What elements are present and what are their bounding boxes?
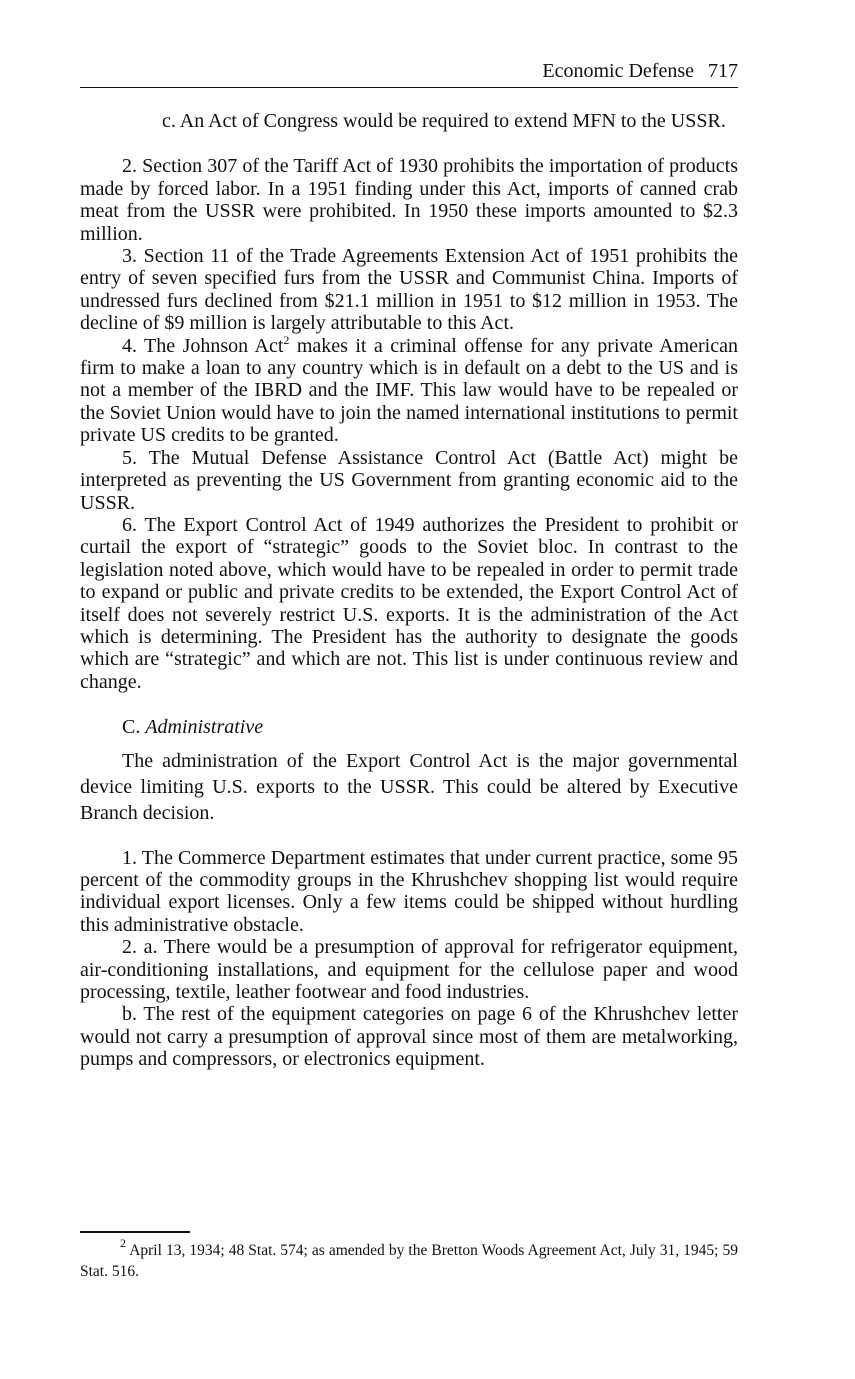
section-heading (80, 716, 738, 738)
admin-paragraph-2a: 2. a. There would be a presumption of approval for refrigerator equipment, air-conditioning installations, and equipment for the cellulose paper and wood processing, textile, leather footwear and food industries. (80, 936, 738, 1003)
footnote-rule (80, 1231, 190, 1233)
paragraph-c: c. An Act of Congress would be required to extend MFN to the USSR. (162, 110, 726, 132)
admin-paragraph-1: 1. The Commerce Department estimates that under current practice, some 95 percent of the commodity groups in the Khrushchev shopping list would require individual export licenses. Only a few items could be shipped without hurdling this administrative obstacle. (80, 846, 738, 936)
section-title: Administrative (145, 716, 264, 739)
paragraph-4-start: 4. The Johnson Act (122, 334, 284, 357)
body-text (80, 110, 738, 1071)
section-letter: C. (122, 716, 141, 739)
document-page (80, 60, 738, 1071)
section-intro: The administration of the Export Control Act is the major governmental device limiting U.S. exports to the USSR. This could be altered by Executive Branch decision. (80, 749, 738, 824)
running-header (80, 60, 738, 88)
footnote-text: April 13, 1934; 48 Stat. 574; as amended by the Bretton Woods Agreement Act, July 31, 1945; 59 Stat. 516. (80, 1242, 738, 1280)
footnote-reference: 2 (283, 332, 290, 347)
page-number: 717 (708, 60, 738, 82)
paragraph-2: 2. Section 307 of the Tariff Act of 1930 prohibits the importation of products made by forced labor. In a 1951 finding under this Act, imports of canned crab meat from the USSR were prohibited. In 1950 these imports amounted to $2.3 million. (80, 155, 738, 245)
paragraph-4-rest: makes it a criminal offense for any private American firm to make a loan to any country which is in default on a debt to the US and is not a member of the IBRD and the IMF. This law would have to be repealed or the Soviet Union would have to join the named international institutions to permit private US credits to be granted. (80, 334, 738, 447)
paragraph-4 (80, 332, 738, 447)
admin-paragraph-2b: b. The rest of the equipment categories on page 6 of the Khrushchev letter would not carry a presumption of approval since most of them are metalworking, pumps and compressors, or electronics equipment. (80, 1003, 738, 1071)
paragraph-5: 5. The Mutual Defense Assistance Control Act (Battle Act) might be interpreted as preventing the US Government from granting economic aid to the USSR. (80, 446, 738, 514)
footnote (80, 1236, 738, 1282)
paragraph-3: 3. Section 11 of the Trade Agreements Extension Act of 1951 prohibits the entry of seven specified furs from the USSR and Communist China. Imports of undressed furs declined from $21.1 million in 1951 to $12 million in 1953. The decline of $9 million is largely attributable to this Act. (80, 245, 738, 335)
header-title: Economic Defense (542, 60, 694, 82)
footnote-marker: 2 (120, 1236, 126, 1250)
paragraph-6: 6. The Export Control Act of 1949 authorizes the President to prohibit or curtail the export of “strategic” goods to the Soviet bloc. In contrast to the legislation noted above, which would have to be repealed in order to permit trade to expand or public and private credits to be extended, the Export Control Act of itself does not severely restrict U.S. exports. It is the administration of the Act which is determining. The President has the authority to designate the goods which are “strategic” and which are not. This list is under continuous review and change. (80, 513, 738, 693)
